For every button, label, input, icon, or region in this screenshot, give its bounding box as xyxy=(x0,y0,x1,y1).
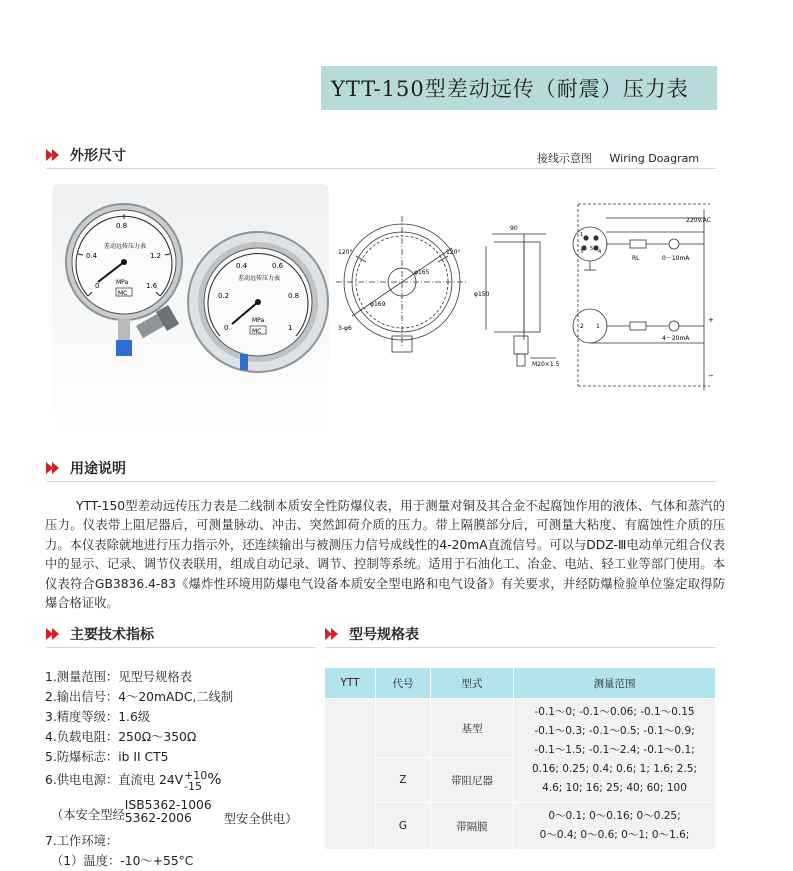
col-header-type: 型式 xyxy=(431,668,514,699)
wiring-supply-label: 220V.AC xyxy=(686,217,711,224)
purpose-text: YTT-150型差动远传压力表是二线制本质安全性防爆仪表，用于测量对铜及其合金不起腐蚀作用的液体、气体和蒸汽的压力。仪表带上阻尼器后，可测量脉动、冲击、突然卸荷介质的压力。带上隔膜部分后，可测量大粘度、有腐蚀性介质的压力。本仪表除就地进行压力指示外，还连续输出与被测压力信号成线性的4-20mA直流信号。可以与DDZ-Ⅲ电动单元组合仪表中的显示、记录、调节仪表联用，组成自动记录、调节、控制等系统。适用于石油化工、冶金、电站、轻工业等部门使用。本仪表符合GB3836.4-83《爆炸性环境用防爆电气设备本质安全型电路和电气设备》有关要求，并经防爆检验单位鉴定取得防爆合格证收。 xyxy=(45,499,725,611)
code-cell: G xyxy=(376,803,431,850)
range-line: -0.1～0; -0.1～0.06; -0.1～0.15 xyxy=(534,706,695,718)
front-gauge xyxy=(66,204,182,356)
section-purpose-header xyxy=(46,455,126,481)
side-tick-0: 0 xyxy=(224,324,229,332)
spec-item: 1.测量范围：见型号规格表 xyxy=(45,670,192,684)
type-cell: 带阻尼器 xyxy=(431,758,514,803)
spec-power-sup: +10 xyxy=(184,768,208,782)
section-specs-label: 主要技术指标 xyxy=(70,627,154,643)
wiring-caption-en: Wiring Doagram xyxy=(609,152,700,165)
wiring-pin-1b: 1 xyxy=(596,323,600,330)
section-specs-header xyxy=(46,621,154,647)
range-line: 0～0.4; 0～0.6; 0～1; 0～1.6; xyxy=(539,829,690,841)
front-gauge-title: 差动远传压力表 xyxy=(104,243,147,250)
spec-note-line1: ISB5362-1006 xyxy=(124,798,212,812)
spec-item: 4.负载电阻：250Ω～350Ω xyxy=(45,730,197,744)
drawing-dia-3: φ150 xyxy=(474,291,490,298)
front-tick-4: 1.6 xyxy=(146,282,158,290)
range-line: 4.6; 10; 16; 25; 40; 60; 100 xyxy=(542,782,687,794)
wiring-output2: 4～20mA xyxy=(662,335,690,342)
model-table xyxy=(324,667,716,850)
wiring-pin-1: 1 xyxy=(580,232,584,238)
front-tick-1: 0.4 xyxy=(86,252,98,260)
spec-item: 5.防爆标志：ib II CT5 xyxy=(45,750,169,764)
wiring-pin-5: 5 xyxy=(590,246,594,252)
section-purpose-label: 用途说明 xyxy=(70,461,126,477)
drawing-dia-1: φ165 xyxy=(414,269,430,276)
drawing-holes: 3-φ6 xyxy=(338,325,352,332)
side-tick-4: 0.8 xyxy=(288,292,300,300)
spec-item: 2.输出信号：4～20mADC,二线制 xyxy=(45,690,234,704)
wiring-pin-2: 2 xyxy=(580,323,584,330)
col-header-ytt: YTT xyxy=(325,668,376,699)
wiring-minus: − xyxy=(708,372,714,380)
front-tick-2: 0.8 xyxy=(116,222,128,230)
code-cell: Z xyxy=(376,758,431,803)
section-divider xyxy=(46,647,316,648)
wiring-caption xyxy=(537,150,699,166)
spec-note xyxy=(45,799,315,831)
front-gauge-unit: MPa xyxy=(116,279,129,286)
drawing-depth: 90 xyxy=(510,225,518,232)
wiring-pin-4: 4 xyxy=(598,249,602,255)
spec-item-power xyxy=(45,767,315,793)
side-gauge xyxy=(188,232,328,372)
col-header-code: 代号 xyxy=(376,668,431,699)
spec-item: 3.精度等级：1.6级 xyxy=(45,710,151,724)
spec-list xyxy=(45,667,315,871)
wiring-pin-3: 3 xyxy=(580,249,584,255)
side-tick-2: 0.4 xyxy=(236,262,248,270)
drawing-angle-2: 120° xyxy=(446,249,461,256)
range-cell-b xyxy=(514,803,716,850)
spec-power-pct: % xyxy=(207,770,222,788)
double-arrow-icon xyxy=(46,149,60,161)
wiring-resistor-label: RL xyxy=(632,255,640,262)
wiring-caption-cn: 接线示意图 xyxy=(537,152,592,165)
double-arrow-icon xyxy=(46,628,60,640)
wiring-diagram xyxy=(570,200,720,396)
section-dimensions-header xyxy=(46,142,126,168)
table-row xyxy=(325,699,716,758)
spec-power-label: 6.供电电源：直流电 24V xyxy=(45,773,184,787)
code-cell xyxy=(376,699,431,758)
spec-power-sub: -15 xyxy=(184,779,203,793)
section-dimensions-label: 外形尺寸 xyxy=(70,148,126,164)
spec-item-sub: （1）温度：-10～+55°C xyxy=(51,854,194,868)
section-divider xyxy=(46,481,716,482)
side-tick-1: 0.2 xyxy=(218,292,230,300)
spec-item: 7.工作环境： xyxy=(45,834,119,848)
spec-note-prefix: （本安全型经 xyxy=(51,807,125,822)
page-title: YTT-150型差动远传（耐震）压力表 xyxy=(321,66,717,110)
col-header-range: 测量范围 xyxy=(514,668,716,699)
range-cell-a xyxy=(514,699,716,803)
dimension-drawing xyxy=(334,196,574,380)
model-table-container xyxy=(324,667,716,850)
section-models-header xyxy=(325,621,419,647)
range-line: 0.16; 0.25; 0.4; 0.6; 1; 1.6; 2.5; xyxy=(531,763,698,775)
spec-note-suffix: 型安全供电） xyxy=(223,811,298,826)
type-cell: 带隔膜 xyxy=(431,803,514,850)
drawing-dia-2: φ169 xyxy=(370,301,386,308)
front-tick-3: 1.2 xyxy=(150,252,162,260)
side-gauge-title: 差动远传压力表 xyxy=(238,275,281,282)
double-arrow-icon xyxy=(325,628,339,640)
drawing-angle-1: 120° xyxy=(338,249,353,256)
double-arrow-icon xyxy=(46,462,60,474)
section-divider xyxy=(46,168,716,169)
type-cell: 基型 xyxy=(431,699,514,758)
table-row xyxy=(325,803,716,850)
side-gauge-brand: MC xyxy=(252,328,262,335)
front-tick-0: 0 xyxy=(95,282,100,290)
side-gauge-unit: MPa xyxy=(252,317,265,324)
gauges-illustration xyxy=(52,184,329,442)
range-line: -0.1～1.5; -0.1～2.4; -0.1～0.1; xyxy=(534,744,695,756)
product-photo xyxy=(52,184,329,442)
section-models-label: 型号规格表 xyxy=(349,627,419,643)
section-divider xyxy=(325,647,716,648)
front-gauge-brand: MC xyxy=(118,290,128,297)
side-tick-5: 1 xyxy=(288,324,293,332)
table-header-row xyxy=(325,668,716,699)
wiring-plus: + xyxy=(708,316,714,324)
range-line: 0～0.1; 0～0.16; 0～0.25; xyxy=(548,810,681,822)
purpose-paragraph xyxy=(45,497,725,613)
spec-note-line2: 5362-2006 xyxy=(124,811,192,825)
drawing-thread: M20×1.5 xyxy=(532,361,560,368)
wiring-output1: 0～10mA xyxy=(662,255,690,262)
ytt-cell xyxy=(325,699,376,850)
range-line: -0.1～0.3; -0.1～0.5; -0.1～0.9; xyxy=(534,725,695,737)
side-tick-3: 0.6 xyxy=(272,262,284,270)
